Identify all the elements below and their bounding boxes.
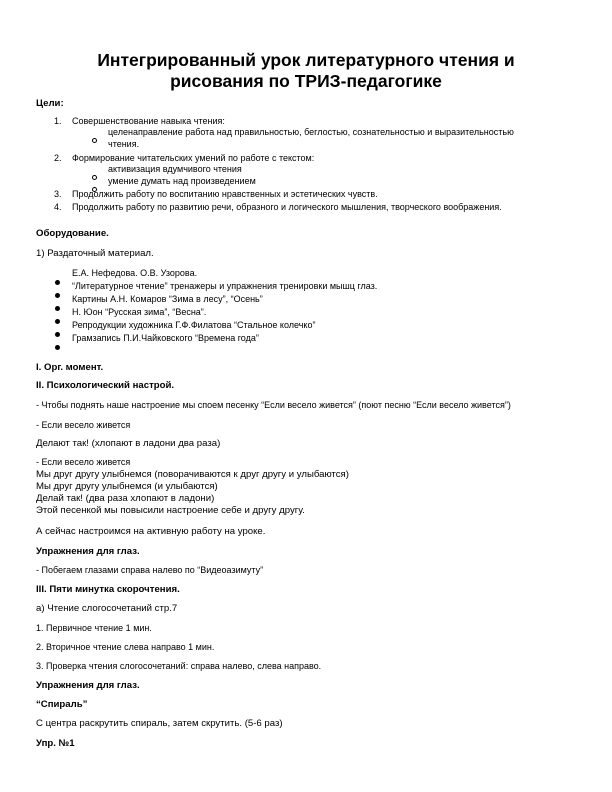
equipment-item: Картины А.Н. Комаров “Зима в лесу”, “Осень” [72, 294, 263, 304]
goals-heading: Цели: [36, 98, 64, 109]
paragraph: а) Чтение слогосочетаний стр.7 [36, 603, 178, 614]
paragraph: Делай так! (два раза хлопают в ладони) [36, 493, 215, 504]
paragraph: - Чтобы поднять наше настроение мы споем песенку “Если весело живется” (поют песню “Если весело живется”) [36, 400, 511, 410]
equipment-item: Н. Юон “Русская зима”, “Весна”. [72, 307, 207, 317]
goal-text: Продолжить работу по воспитанию нравственных и эстетических чувств. [72, 189, 378, 199]
paragraph: - Побегаем глазами справа налево по “Видеоазимуту” [36, 565, 264, 575]
goal-subitem: умение думать над произведением [108, 176, 256, 186]
paragraph: Мы друг другу улыбнемся (поворачиваются к друг другу и улыбаются) [36, 469, 349, 480]
equipment-item: Е.А. Нефедова. О.В. Узорова. [72, 268, 198, 278]
goal-text: Совершенствование навыка чтения: [72, 116, 225, 126]
equipment-heading: Оборудование. [36, 228, 109, 239]
goal-text: Продолжить работу по развитию речи, образного и логического мышления, творческого воображения. [72, 202, 502, 212]
section-heading: Упр. №1 [36, 738, 75, 749]
goal-subitem-continued: чтения. [108, 139, 140, 149]
goal-subitem: активизация вдумчивого чтения [108, 164, 242, 174]
ring-bullet [92, 130, 97, 148]
section-heading: Упражнения для глаз. [36, 680, 140, 691]
goal-number: 1. [54, 116, 62, 126]
page-title: Интегрированный урок литературного чтения и рисования по ТРИЗ-педагогике [97, 50, 515, 91]
equipment-item: “Литературное чтение” тренажеры и упражнения тренировки мышц глаз. [72, 281, 378, 291]
section-heading: Упражнения для глаз. [36, 546, 140, 557]
paragraph: 3. Проверка чтения слогосочетаний: справа налево, слева направо. [36, 661, 322, 671]
paragraph: Делают так! (хлопают в ладони два раза) [36, 438, 221, 449]
paragraph: 1. Первичное чтение 1 мин. [36, 623, 152, 633]
section-heading: II. Психологический настрой. [36, 380, 175, 391]
goal-number: 2. [54, 153, 62, 163]
goal-text: Формирование читательских умений по работе с текстом: [72, 153, 315, 163]
paragraph: Этой песенкой мы повысили настроение себе и другу другу. [36, 505, 305, 516]
paragraph: 2. Вторичное чтение слева направо 1 мин. [36, 642, 215, 652]
section-heading: I. Орг. момент. [36, 362, 104, 373]
paragraph: - Если весело живется [36, 420, 131, 430]
paragraph: С центра раскрутить спираль, затем скрутить. (5-6 раз) [36, 718, 283, 729]
goal-subitem: целенаправление работа над правильностью, беглостью, сознательностью и выразительностью [108, 127, 514, 137]
section-heading: “Спираль” [36, 699, 88, 710]
section-heading: III. Пяти минутка скорочтения. [36, 584, 180, 595]
paragraph: Мы друг другу улыбнемся (и улыбаются) [36, 481, 218, 492]
goal-number: 3. [54, 189, 62, 199]
goal-number: 4. [54, 202, 62, 212]
paragraph: А сейчас настроимся на активную работу на уроке. [36, 526, 266, 537]
equipment-intro: 1) Раздаточный материал. [36, 248, 154, 259]
equipment-item: Репродукции художника Г.Ф.Филатова “Стальное колечко” [72, 320, 316, 330]
paragraph: - Если весело живется [36, 457, 131, 467]
bullet [55, 337, 60, 355]
equipment-item: Грамзапись П.И.Чайковского “Времена года” [72, 333, 259, 343]
